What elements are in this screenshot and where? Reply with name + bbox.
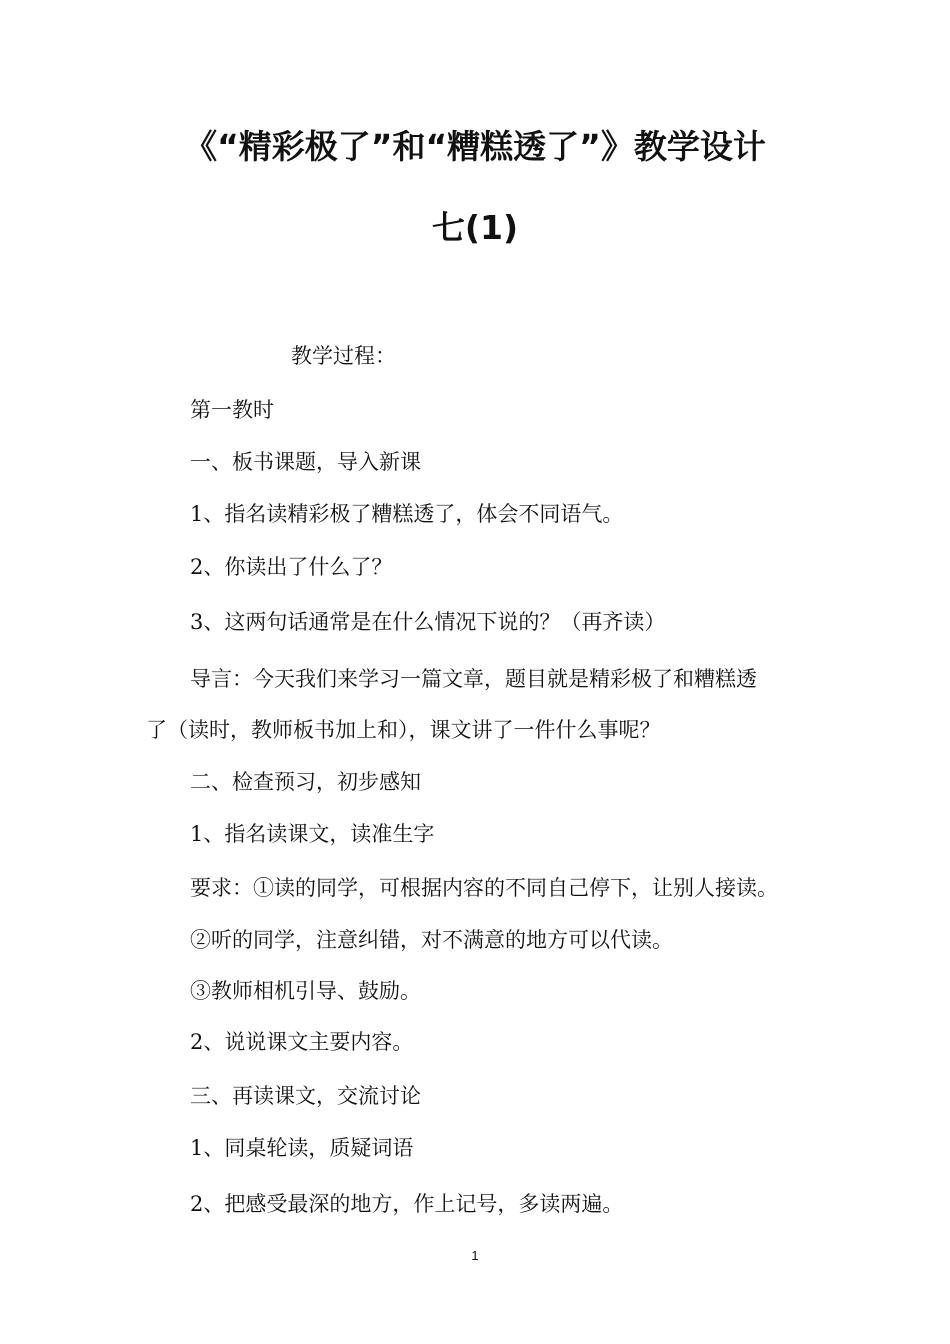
list-item: 1、指名读课文，读准生字 — [190, 822, 435, 846]
requirement-line: ②听的同学，注意纠错，对不满意的地方可以代读。 — [190, 928, 673, 952]
step-heading-2: 二、检查预习，初步感知 — [190, 770, 421, 794]
requirement-line: ③教师相机引导、鼓励。 — [190, 979, 421, 1003]
list-item: 2、把感受最深的地方，作上记号，多读两遍。 — [190, 1192, 624, 1216]
step-heading-1: 一、板书课题，导入新课 — [190, 450, 421, 474]
document-title: 《“精彩极了”和“糟糕透了”》教学设计 — [184, 127, 766, 166]
list-item: 2、说说课文主要内容。 — [190, 1030, 414, 1054]
document-title-continued: 七(1) — [431, 208, 519, 247]
list-item: 1、同桌轮读，质疑词语 — [190, 1136, 414, 1160]
page-number: 1 — [471, 1248, 479, 1263]
list-item: 1、指名读精彩极了糟糕透了，体会不同语气。 — [190, 502, 624, 526]
section-heading-process: 教学过程： — [291, 344, 396, 368]
paragraph-intro-line-1: 导言：今天我们来学习一篇文章，题目就是精彩极了和糟糕透 — [190, 667, 757, 691]
list-item: 2、你读出了什么了？ — [190, 555, 393, 579]
requirement-line: 要求：①读的同学，可根据内容的不同自己停下，让别人接读。 — [190, 876, 778, 900]
step-heading-3: 三、再读课文，交流讨论 — [190, 1084, 421, 1108]
paragraph-intro-line-2: 了（读时，教师板书加上和），课文讲了一件什么事呢？ — [146, 718, 661, 742]
lesson-period-heading: 第一教时 — [190, 398, 274, 422]
list-item: 3、这两句话通常是在什么情况下说的？（再齐读） — [190, 610, 666, 634]
